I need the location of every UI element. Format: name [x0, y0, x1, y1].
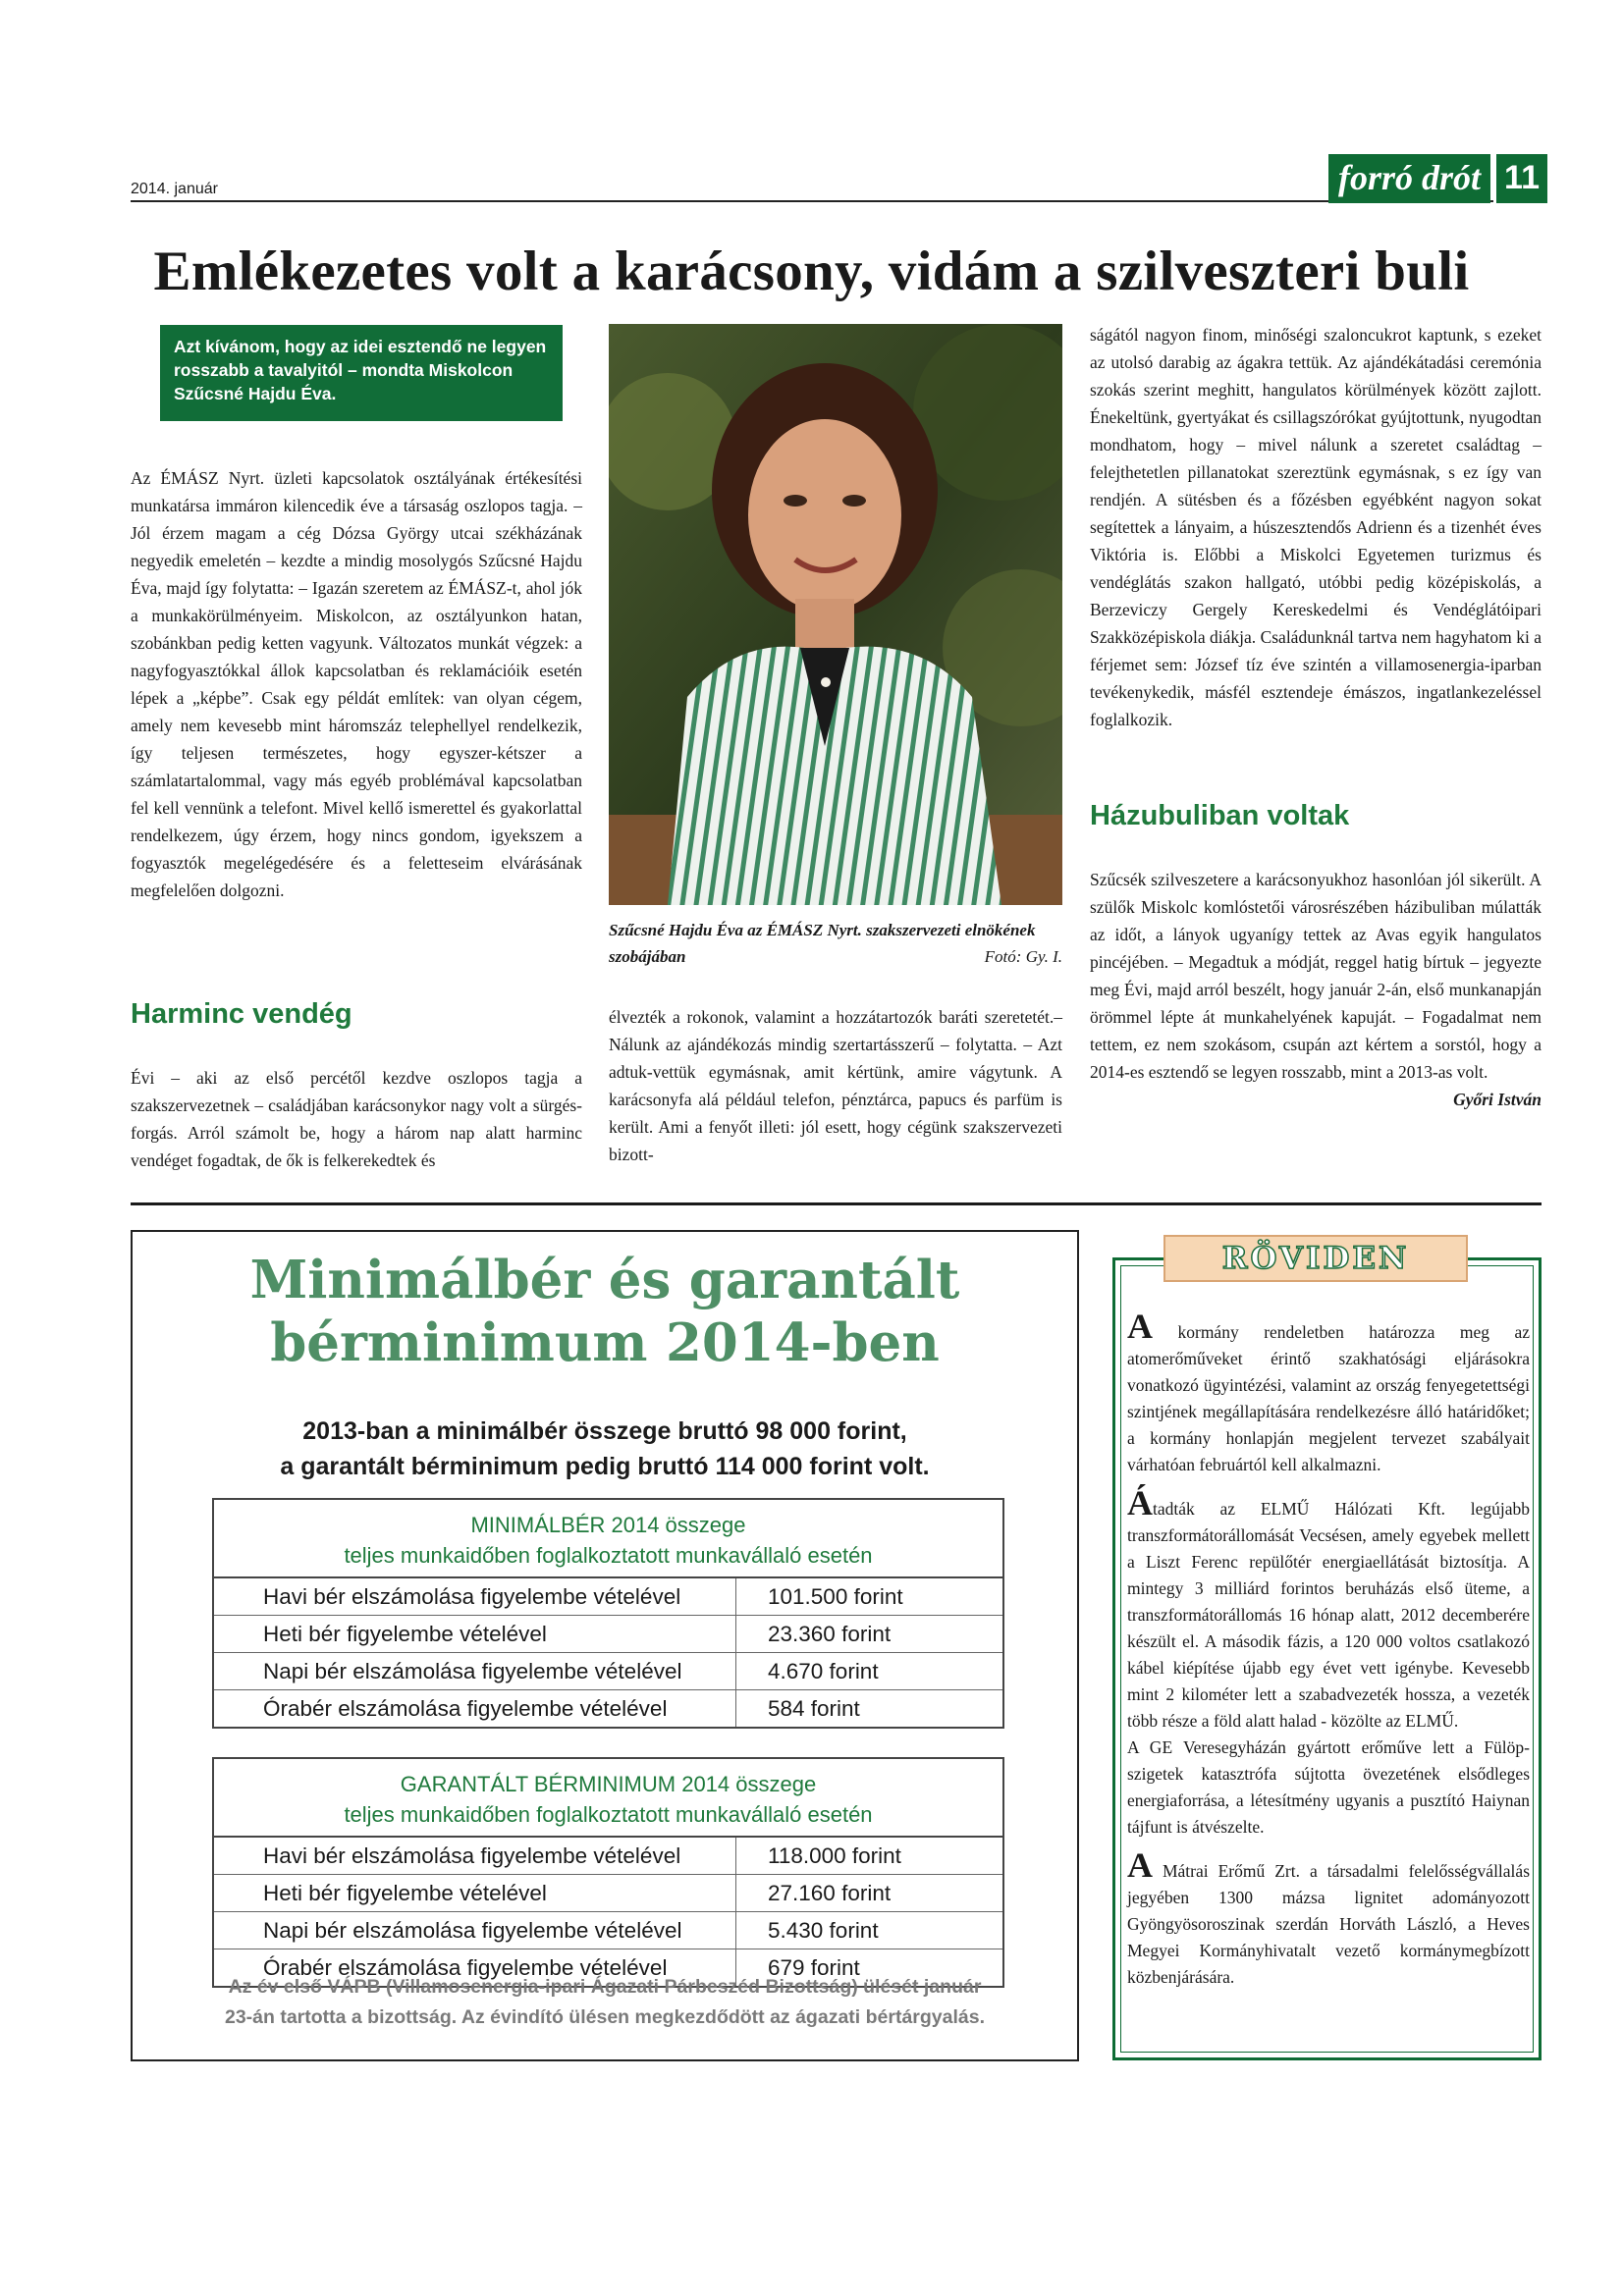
- article-author: Győri István: [1453, 1090, 1542, 1109]
- row-value: 584 forint: [768, 1696, 860, 1721]
- column-3-top: [1090, 321, 1542, 733]
- row-label: Heti bér figyelembe vételével: [214, 1616, 736, 1652]
- column-2: [609, 1003, 1062, 1168]
- row-label: Órabér elszámolása figyelembe vételével: [214, 1949, 736, 1986]
- subheading-hazubuliban: Házubuliban voltak: [1090, 800, 1350, 831]
- wage-subtitle-line-2: a garantált bérminimum pedig bruttó 114 000 forint volt.: [280, 1453, 930, 1480]
- minimum-wage-box: [131, 1230, 1079, 2061]
- drop-cap: A: [1127, 1845, 1153, 1885]
- news-item: [1127, 1307, 1530, 1478]
- row-label: Napi bér elszámolása figyelembe vételével: [214, 1653, 736, 1689]
- table-header-line-2: teljes munkaidőben foglalkoztatott munkavállaló esetén: [344, 1802, 873, 1827]
- guaranteed-minimum-table: [212, 1757, 1004, 1988]
- news-item: [1127, 1483, 1530, 1841]
- table-header-line-2: teljes munkaidőben foglalkoztatott munkavállaló esetén: [344, 1543, 873, 1568]
- table-row: [214, 1912, 1002, 1949]
- section-divider: [131, 1202, 1542, 1205]
- table-header-line-1: GARANTÁLT BÉRMINIMUM 2014 összege: [400, 1772, 817, 1796]
- drop-cap: Á: [1127, 1483, 1153, 1522]
- body-paragraph: Évi – aki az első percétől kezdve oszlopos tagja a szakszervezetnek – családjában karácsonykor nagy volt a sürgés-forgás. Arról számolt be, hogy a három nap alatt harminc vendéget fogadtak, de ők is felkerekedtek és: [131, 1068, 582, 1170]
- column-3-bottom: [1090, 866, 1542, 1113]
- wage-title-line-2: bérminimum 2014-ben: [270, 1312, 940, 1373]
- brand-name: forró drót: [1328, 154, 1490, 203]
- row-value: 101.500 forint: [768, 1584, 903, 1609]
- table-row: [214, 1838, 1002, 1875]
- wage-footnote: [133, 1972, 1077, 2033]
- news-text-extra: A GE Veresegyházán gyártott erőműve lett a Fülöp-szigetek katasztrófa sújtotta övezetének elsődleges energiaforrása, a létesítmény ugyanis a pusztító Haiynan tájfunt is átvészelte.: [1127, 1737, 1530, 1837]
- wage-subtitle-line-1: 2013-ban a minimálbér összege bruttó 98 000 forint,: [302, 1417, 907, 1445]
- subheading-harminc-vendeg: Harminc vendég: [131, 998, 352, 1030]
- body-paragraph: ságától nagyon finom, minőségi szaloncukrot kaptunk, s ezeket az utolsó darabig az ágakra tettük. Az ajándékátadási ceremónia szokás szerint meghitt, hangulatos körülmények között zajlott. Énekeltünk, gyertyákat és csillagszórókat gyújtottunk, nyugodtan mondhatom, hogy – mivel nálunk a szeretet családtag – felejthetetlen pillanatokat szereztünk egymásnak, s ez így van rendjén. A sütésben és a főzésben egyébként nagyon sokat segítettek a lányaim, a húszesztendős Adrienn és a tizenhét éves Viktória is. Előbbi a Miskolci Egyetemen turizmus és vendéglátás szakon hallgató, utóbbi pedig középiskolás, a Berzeviczy Gergely Kereskedelmi és Vendéglátóipari Szakközépiskola diákja. Családunknál tartva nem hagyhatom ki a férjemet sem: József tíz éve szintén a villamosenergia-iparban tevékenykedik, másfél esztendeje émászos, ingatlankezeléssel foglalkozik.: [1090, 325, 1542, 729]
- body-paragraph: [1090, 866, 1542, 1109]
- masthead-logo: [1328, 154, 1547, 203]
- column-1-bottom: [131, 1064, 582, 1174]
- caption-text: Szűcsné Hajdu Éva az ÉMÁSZ Nyrt. szakszervezeti elnökének szobájában: [609, 921, 1036, 966]
- table-row: [214, 1653, 1002, 1690]
- wage-footnote-line-1: Az év első VÁPB (Villamosenergia-ipari Ágazati Párbeszéd Bizottság) ülését január: [228, 1976, 982, 1998]
- table-row: [214, 1616, 1002, 1653]
- column-1-top: [131, 464, 582, 904]
- row-label: Heti bér figyelembe vételével: [214, 1875, 736, 1911]
- table-header: [214, 1500, 1002, 1578]
- wage-title: [133, 1249, 1077, 1374]
- issue-date: 2014. január: [131, 181, 218, 197]
- table-row: [214, 1578, 1002, 1616]
- row-value: 679 forint: [768, 1955, 860, 1980]
- paragraph-text: Szűcsék szilveszetere a karácsonyukhoz hasonlóan jól sikerült. A szülők Miskolc komlóstetői városrészében házibuliban múlatták az időt, a lányok ugyanígy tettek az Avas egyik hangulatos pincéjében. – Megadtuk a módját, reggel hatig bírtuk – jegyezte meg Évi, majd arról beszélt, hogy január 2-án, első munkanapján örömmel lépte át munkahelyének kapuját. – Fogadalmat nem tettem, ez nem szokásom, csupán azt kértem a sorstól, hogy a 2014-es esztendő se legyen rosszabb, mint a 2013-as volt.: [1090, 870, 1542, 1082]
- table-row: [214, 1875, 1002, 1912]
- table-row: [214, 1690, 1002, 1727]
- portrait-illustration: [609, 324, 1062, 905]
- row-value: 23.360 forint: [768, 1622, 892, 1646]
- table-header-line-1: MINIMÁLBÉR 2014 összege: [470, 1513, 746, 1537]
- row-value: 4.670 forint: [768, 1659, 879, 1683]
- portrait-photo: [609, 324, 1062, 905]
- row-value: 5.430 forint: [768, 1918, 879, 1943]
- photo-caption: [609, 917, 1062, 970]
- page-number: 11: [1493, 154, 1547, 203]
- body-paragraph: Az ÉMÁSZ Nyrt. üzleti kapcsolatok osztályának értékesítési munkatársa immáron kilencedik éve a társaság oszlopos tagja. – Jól érzem magam a cég Dózsa György utcai székházának negyedik emeletén – kezdte a mindig mosolygós Szűcsné Hajdu Éva, majd így folytatta: – Igazán szeretem az ÉMÁSZ-t, ahol jók a munkakörülményeim. Miskolcon, az osztályunkon hatan, szobánkban pedig ketten vagyunk. Változatos munkát végzek: a nagyfogyasztókkal állok kapcsolatban és reklamációik esetén lépek a „képbe”. Csak egy példát említek: van olyan cégem, amely nem kevesebb mint háromszáz telephellyel rendelkezik, így teljesen természetes, hogy egyszer-kétszer a számlatartalommal, vagy más egyéb problémával kapcsolatban fel kell vennünk a telefont. Mivel kellő ismerettel és gyakorlattal rendelkezem, úgy érzem, hogy nincs gondom, igyekszem a fogyasztók megelégedésére és a feletteseim elvárásának megfelelően dolgozni.: [131, 468, 582, 900]
- news-text: Mátrai Erőmű Zrt. a társadalmi felelősségvállalás jegyében 1300 mázsa lignitet adományozott Gyöngyösoroszinak szerdán Horváth László, a Heves Megyei Kormányhivatalt vezető kormánymegbízott közbenjárására.: [1127, 1861, 1530, 1987]
- article-headline: Emlékezetes volt a karácsony, vidám a szilveszteri buli: [153, 240, 1470, 302]
- wage-subtitle: [133, 1414, 1077, 1484]
- row-value: 118.000 forint: [768, 1843, 901, 1868]
- news-text: kormány rendeletben határozza meg az atomerőműveket érintő szakhatósági eljárásokra vonatkozó ügyintézési, valamint az ország fenyegetettségi szintjének megállapítására rendelkezésre álló határidőket; a kormány honlapján megjelent tervezet szabályait várhatóan februártól kell alkalmazni.: [1127, 1322, 1530, 1474]
- roviden-title: RÖVIDEN: [1163, 1235, 1468, 1282]
- roviden-text: [1127, 1307, 1530, 2002]
- row-value: 27.160 forint: [768, 1881, 892, 1905]
- wage-title-line-1: Minimálbér és garantált: [249, 1250, 960, 1310]
- news-text: tadták az ELMŰ Hálózati Kft. legújabb transzformátorállomását Vecsésen, amely egyebek mellett a Liszt Ferenc repülőtér energiaellátását biztosítja. A mintegy 3 milliárd forintos beruházás első üteme, a transzformátorállomás 16 hónap alatt, 2012 decemberére készült el. A második fázis, a 120 000 voltos csatlakozó kábel kiépítése újabb egy évet vett igénybe. Kevesebb mint 2 kilométer lett a szabadvezeték hossza, a vezeték több része a föld alatt halad - közölte az ELMŰ.: [1127, 1499, 1530, 1731]
- wage-footnote-line-2: 23-án tartotta a bizottság. Az évindító ülésen megkezdődött az ágazati bértárgyalás.: [224, 2006, 986, 2028]
- drop-cap: A: [1127, 1307, 1153, 1346]
- news-item: [1127, 1845, 1530, 1991]
- row-label: Havi bér elszámolása figyelembe vételével: [214, 1838, 736, 1874]
- row-label: Napi bér elszámolása figyelembe vételével: [214, 1912, 736, 1949]
- lead-box: Azt kívánom, hogy az idei esztendő ne legyen rosszabb a tavalyitól – mondta Miskolcon Szűcsné Hajdu Éva.: [160, 325, 563, 421]
- body-paragraph: élvezték a rokonok, valamint a hozzátartozók baráti szeretetét.– Nálunk az ajándékozás mindig szertartásszerű – folytatta. – Azt adtuk-vettük egymásnak, amit kértünk, amire vágytunk. A karácsonyfa alá például telefon, pénztárca, papucs és parfüm is került. Ami a fenyőt illeti: jól esett, hogy cégünk szakszervezeti bizott-: [609, 1007, 1062, 1164]
- table-header: [214, 1759, 1002, 1838]
- row-label: Órabér elszámolása figyelembe vételével: [214, 1690, 736, 1727]
- row-label: Havi bér elszámolása figyelembe vételével: [214, 1578, 736, 1615]
- photo-credit: Fotó: Gy. I.: [984, 947, 1062, 966]
- minimum-wage-table: [212, 1498, 1004, 1729]
